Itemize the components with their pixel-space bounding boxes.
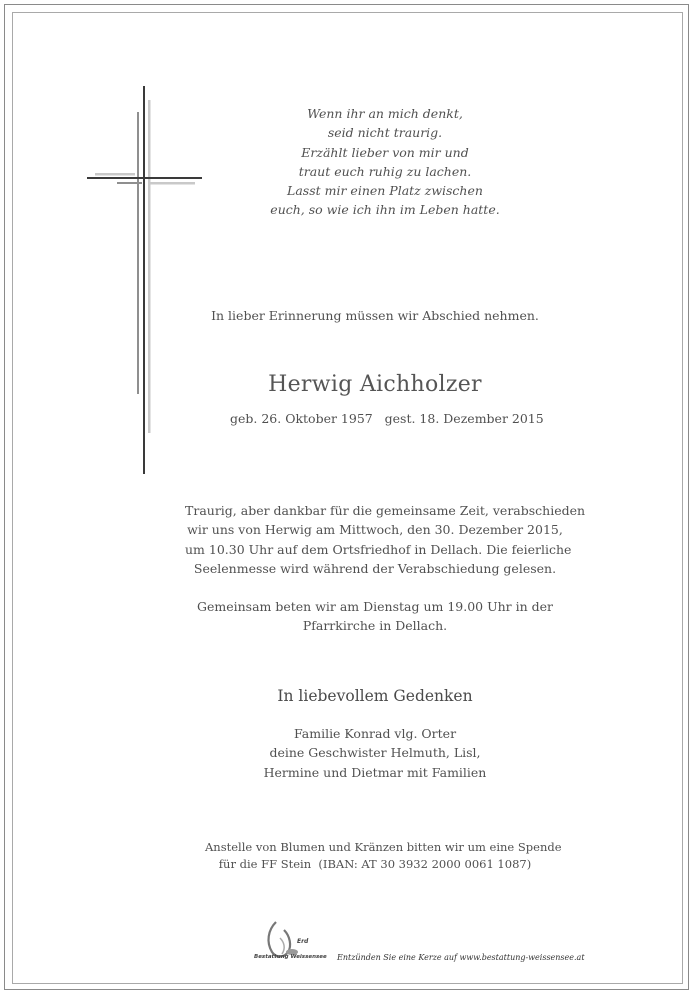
poem-line: seid nicht traurig. bbox=[327, 125, 443, 141]
life-dates: geb. 26. Oktober 1957 gest. 18. Dezember 2015 bbox=[230, 411, 544, 426]
family-line: Hermine und Dietmar mit Familien bbox=[263, 764, 487, 780]
logo-text-bottom: Bestattung Weissensee bbox=[254, 954, 327, 960]
poem bbox=[270, 104, 500, 220]
text-line: Anstelle von Blumen und Kränzen bitten wir um eine Spende bbox=[205, 840, 562, 854]
candle-link-text: Entzünden Sie eine Kerze auf www.bestattung-weissensee.at bbox=[337, 953, 585, 962]
family-list bbox=[245, 724, 505, 782]
text-line: wir uns von Herwig am Mittwoch, den 30. Dezember 2015, bbox=[187, 522, 563, 538]
family-line: deine Geschwister Helmuth, Lisl, bbox=[269, 745, 481, 761]
poem-line: Wenn ihr an mich denkt, bbox=[307, 106, 463, 121]
text-line: für die FF Stein (IBAN: AT 30 3932 2000 0061 1087) bbox=[218, 857, 532, 871]
poem-line: Lasst mir einen Platz zwischen bbox=[287, 183, 483, 199]
family-line: Familie Konrad vlg. Orter bbox=[293, 726, 457, 741]
text-line: Gemeinsam beten wir am Dienstag um 19.00 Uhr in der bbox=[196, 599, 554, 614]
bestattung-logo bbox=[254, 916, 334, 966]
text-line: Seelenmesse wird während der Verabschiedung gelesen. bbox=[193, 560, 557, 576]
poem-line: Erzählt lieber von mir und bbox=[301, 144, 469, 160]
text-line: Pfarrkirche in Dellach. bbox=[302, 618, 448, 634]
gedenken-heading: In liebevollem Gedenken bbox=[277, 687, 473, 705]
text-line: Traurig, aber dankbar für die gemeinsame Zeit, verabschieden bbox=[185, 503, 586, 518]
donation-note bbox=[205, 839, 562, 873]
funeral-details bbox=[185, 501, 586, 578]
poem-line: euch, so wie ich ihn im Leben hatte. bbox=[270, 202, 500, 218]
intro-text: In lieber Erinnerung müssen wir Abschied nehmen. bbox=[211, 308, 539, 323]
logo-text-top: Erd bbox=[297, 938, 309, 945]
text-line: um 10.30 Uhr auf dem Ortsfriedhof in Dellach. Die feierliche bbox=[185, 541, 572, 557]
poem-line: traut euch ruhig zu lachen. bbox=[298, 163, 472, 179]
prayer-details bbox=[185, 597, 565, 636]
deceased-name: Herwig Aichholzer bbox=[268, 372, 482, 397]
